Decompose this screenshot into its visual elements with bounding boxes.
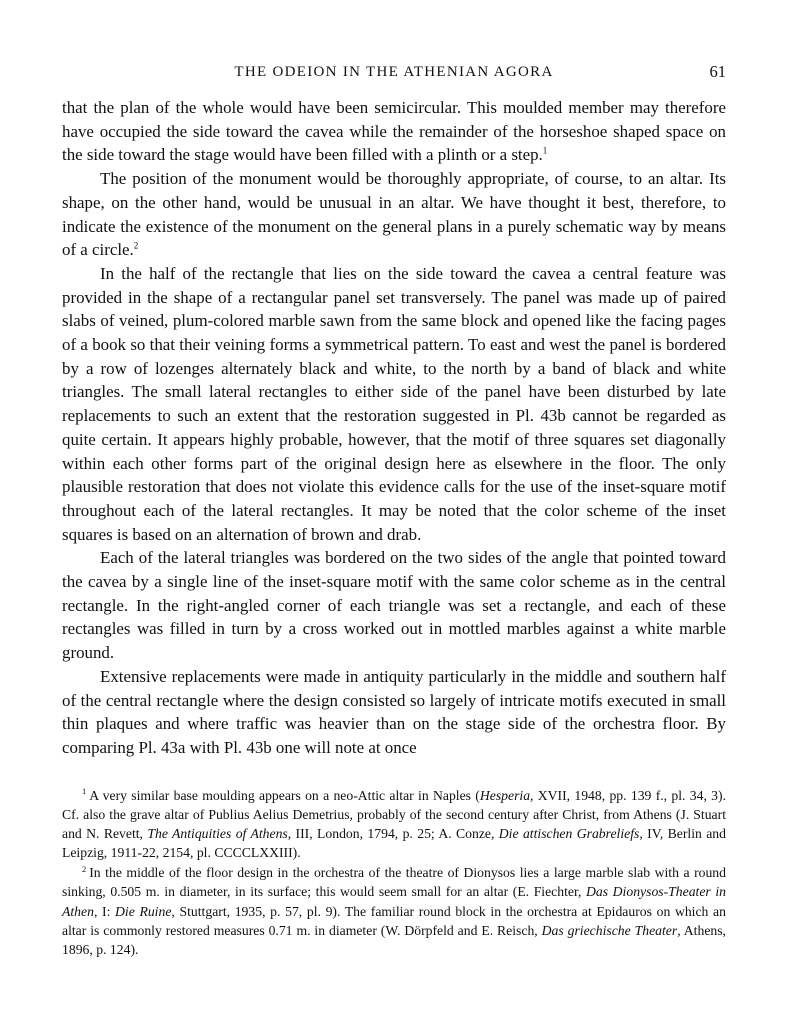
footnote-text: A very similar base moulding appears on a neo-Attic altar in Naples ( (89, 788, 480, 803)
body-text (62, 96, 726, 760)
footnote-text: , III, London, 1794, p. 25; A. Conze, (287, 826, 499, 842)
footnote-text: , I: (93, 903, 116, 919)
footnote-text: , Athens, 1896, p. 124). (62, 922, 726, 957)
paragraph-text: Each of the lateral triangles was bordered on the two sides of the angle that pointed toward the cavea by a single line of the inset-square motif with the same color scheme as in the central rectangle. In the right-angled corner of each triangle was set a rectangle, and each of these rectangles was filled in turn by a cross worked out in mottled marbles against a white marble ground. (62, 548, 726, 663)
citation-title: Hesperia (479, 788, 531, 803)
footnote-text: , IV, Berlin and Leipzig, 1911-22, 2154, pl. CCCCLXXIII). (62, 826, 726, 861)
citation-title: Die Ruine (115, 903, 172, 919)
paragraph-text: that the plan of the whole would have been semicircular. This moulded member may therefore have occupied the side toward the cavea while the remainder of the horseshoe shaped space on the side toward the stage would have been filled with a plinth or a step. (62, 98, 726, 165)
footnote-mark: 2 (82, 863, 87, 874)
citation-title: Das griechische Theater (541, 922, 678, 938)
page-header (62, 62, 726, 86)
citation-title: Das Dionysos-Theater in Athen (62, 884, 726, 919)
footnote-2 (62, 863, 726, 958)
footnote-text: , XVII, 1948, pp. 139 f., pl. 34, 3). Cf. also the grave altar of Publius Aelius Demetrius, probably of the second century after Christ, from Athens (J. Stuart and N. Revett, (62, 788, 726, 842)
paragraph (62, 262, 726, 546)
paragraph (62, 546, 726, 665)
citation-title: The Antiquities of Athens (147, 826, 288, 842)
paragraph-text: In the half of the rectangle that lies on the side toward the cavea a central feature was provided in the shape of a rectangular panel set transversely. The panel was made up of paired slabs of veined, plum-colored marble sawn from the same block and opened like the facing pages of a book so that their veining forms a symmetrical pattern. To east and west the panel is bordered by a row of lozenges alternately black and white, to the north by a band of black and white triangles. The small lateral rectangles to either side of the panel have been disturbed by late replacements to such an extent that the restoration suggested in Pl. 43b cannot be regarded as quite certain. It appears highly probable, however, that the motif of three squares set diagonally within each other forms part of the original design here as elsewhere in the floor. The only plausible restoration that does not violate this evidence calls for the use of the inset-square motif throughout each of the lateral rectangles. It may be noted that the color scheme of the inset squares is based on an alternation of brown and drab. (62, 263, 726, 544)
footnote-ref-1[interactable]: 1 (542, 145, 548, 156)
paragraph (62, 167, 726, 262)
paragraph (62, 665, 726, 760)
paragraph-text: Extensive replacements were made in antiquity particularly in the middle and southern half of the central rectangle where the design consisted so largely of intricate motifs executed in small thin plaques and where traffic was heavier than on the stage side of the orchestra floor. By comparing Pl. 43a with Pl. 43b one will note at once (62, 666, 726, 757)
footnotes (62, 786, 726, 960)
citation-title: Die attischen Grabreliefs (498, 826, 640, 842)
paragraph-text: The position of the monument would be thoroughly appropriate, of course, to an altar. Its shape, on the other hand, would be unusual in an altar. We have thought it best, therefore, to indicate the existence of the monument on the general plans in a purely schematic way by means of a circle. (62, 169, 726, 260)
footnote-mark: 1 (82, 786, 87, 797)
footnote-text: In the middle of the floor design in the orchestra of the theatre of Dionysos lies a large marble slab with a round sinking, 0.505 m. in diameter, in its surface; this would seem small for an altar (E. Fiechter, (62, 865, 726, 900)
footnote-ref-2[interactable]: 2 (133, 240, 139, 251)
page-number: 61 (709, 62, 726, 81)
paragraph (62, 96, 726, 167)
running-title: THE ODEION IN THE ATHENIAN AGORA (234, 64, 554, 80)
footnote-1 (62, 786, 726, 862)
footnote-text: , Stuttgart, 1935, p. 57, pl. 9). The familiar round block in the orchestra at Epidauros on which an altar is commonly restored measures 0.71 m. in diameter (W. Dörpfeld and E. Reisch, (62, 903, 726, 938)
